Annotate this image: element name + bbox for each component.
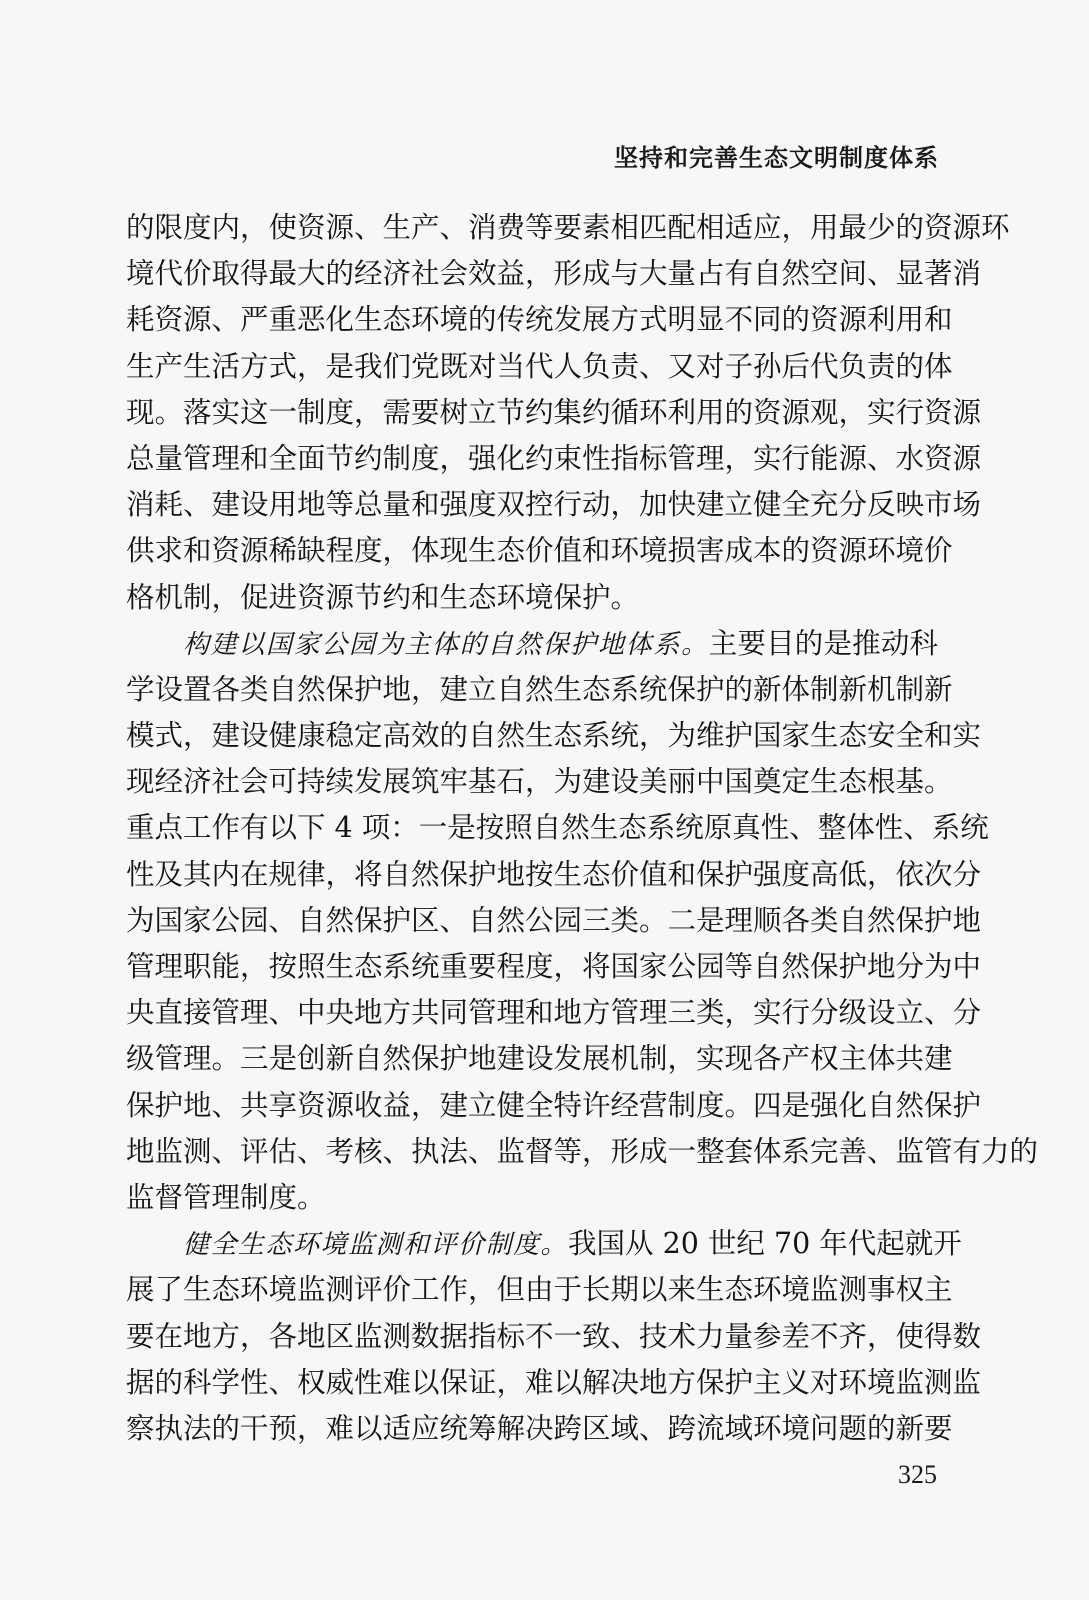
text-line	[126, 944, 982, 990]
text-line	[126, 759, 953, 805]
line-text: 察执法的干预，难以适应统筹解决跨区域、跨流域环境问题的新要	[126, 1411, 953, 1445]
line-text: 性及其内在规律，将自然保护地按生态价值和保护强度高低，依次分	[126, 857, 982, 891]
line-text: 主要目的是推动科	[708, 626, 938, 660]
text-line	[126, 1360, 982, 1406]
line-text: 供求和资源稀缺程度，体现生态价值和环境损害成本的资源环境价	[126, 534, 953, 568]
line-text: 现。落实这一制度，需要树立节约集约循环利用的资源观，实行资源	[126, 395, 982, 429]
text-line	[126, 436, 982, 482]
line-text: 监督管理制度。	[126, 1180, 326, 1214]
line-text: 学设置各类自然保护地，建立自然生态系统保护的新体制新机制新	[126, 672, 953, 706]
line-text: 管理职能，按照生态系统重要程度，将国家公园等自然保护地分为中	[126, 950, 982, 983]
text-line	[126, 528, 953, 574]
line-text: 据的科学性、权威性难以保证，难以解决地方保护主义对环境监测监	[126, 1365, 982, 1399]
text-line	[126, 1221, 962, 1267]
line-text: 地监测、评估、考核、执法、监督等，形成一整套体系完善、监管有力的	[126, 1134, 1039, 1168]
text-line	[126, 667, 953, 713]
line-text: 生产生活方式，是我们党既对当代人负责、又对子孙后代负责的体	[126, 349, 953, 383]
running-header: 坚持和完善生态文明制度体系	[614, 144, 939, 172]
line-text: 消耗、建设用地等总量和强度双控行动，加快建立健全充分反映市场	[126, 488, 982, 522]
line-text: 保护地、共享资源收益，建立健全特许经营制度。四是强化自然保护	[126, 1088, 982, 1122]
line-text: 央直接管理、中央地方共同管理和地方管理三类，实行分级设立、分	[126, 996, 982, 1030]
text-line	[126, 1314, 982, 1360]
text-line	[126, 898, 982, 944]
text-line	[126, 390, 982, 436]
page-number: 325	[898, 1460, 937, 1489]
text-line	[126, 1406, 953, 1452]
text-line	[126, 1129, 1039, 1175]
text-line	[126, 990, 982, 1036]
text-line	[126, 1036, 953, 1082]
line-text: 要在地方，各地区监测数据指标不一致、技术力量参差不齐，使得数	[126, 1319, 982, 1353]
line-text: 现经济社会可持续发展筑牢基石，为建设美丽中国奠定生态根基。	[126, 765, 953, 799]
section-lead-phrase: 健全生态环境监测和评价制度。	[183, 1230, 569, 1261]
line-text: 重点工作有以下 4 项：一是按照自然生态系统原真性、整体性、系统	[126, 811, 989, 845]
text-line	[126, 621, 938, 667]
section-lead-phrase: 构建以国家公园为主体的自然保护地体系。	[183, 629, 709, 660]
text-line	[126, 575, 938, 621]
paragraph	[126, 205, 1010, 621]
line-text: 耗资源、严重恶化生态环境的传统发展方式明显不同的资源利用和	[126, 303, 953, 337]
line-text: 展了生态环境监测评价工作，但由于长期以来生态环境监测事权主	[126, 1273, 953, 1307]
paragraph	[126, 1221, 982, 1452]
text-line	[126, 482, 982, 528]
text-line	[126, 297, 953, 343]
line-text: 模式，建设健康稳定高效的自然生态系统，为维护国家生态安全和实	[126, 719, 982, 753]
text-line	[126, 713, 982, 759]
text-line	[126, 852, 982, 898]
text-line	[126, 1083, 982, 1129]
text-line	[126, 1175, 938, 1221]
text-line	[126, 1267, 953, 1313]
line-text: 我国从 20 世纪 70 年代起就开	[568, 1227, 962, 1261]
line-text: 境代价取得最大的经济社会效益，形成与大量占有自然空间、显著消	[126, 257, 982, 291]
text-line	[126, 344, 953, 390]
line-text: 的限度内，使资源、生产、消费等要素相匹配相适应，用最少的资源环	[126, 211, 1010, 244]
line-text: 级管理。三是创新自然保护地建设发展机制，实现各产权主体共建	[126, 1042, 953, 1076]
text-line	[126, 805, 989, 851]
text-line	[126, 205, 1010, 251]
paragraph	[126, 621, 1039, 1221]
text-line	[126, 251, 982, 297]
body-text	[126, 205, 1039, 1452]
line-text: 总量管理和全面节约制度，强化约束性指标管理，实行能源、水资源	[126, 441, 982, 475]
line-text: 格机制，促进资源节约和生态环境保护。	[126, 580, 640, 614]
line-text: 为国家公园、自然保护区、自然公园三类。二是理顺各类自然保护地	[126, 903, 982, 937]
